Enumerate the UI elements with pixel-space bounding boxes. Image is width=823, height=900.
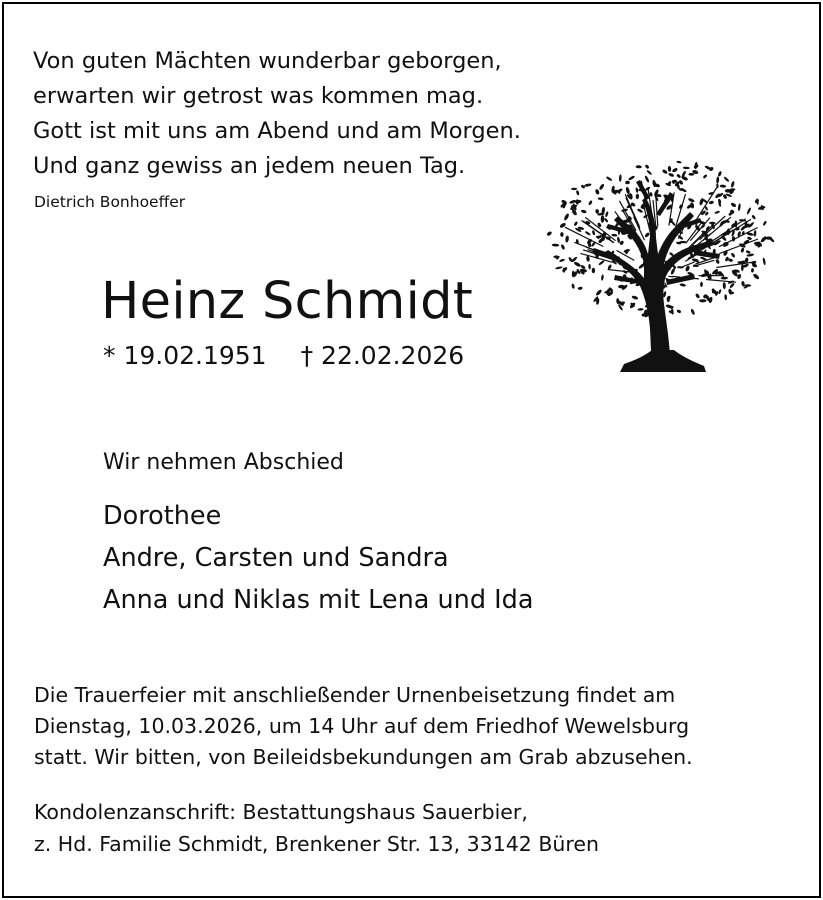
tree-leaf [676, 309, 681, 314]
tree-leaf [762, 257, 766, 265]
tree-leaf [683, 167, 690, 170]
tree-leaf [618, 285, 625, 289]
notice-line: statt. Wir bitten, von Beileidsbekundungen am Grab abzusehen. [34, 745, 693, 769]
tree-leaf [751, 268, 754, 273]
tree-twig [706, 280, 736, 283]
tree-leaf [585, 231, 592, 236]
tree-leaf [565, 235, 569, 242]
tree-leaf [695, 293, 701, 299]
tree-leaf [617, 237, 621, 244]
tree-twig [695, 188, 717, 223]
tree-leaf [592, 268, 595, 274]
tree-leaf [671, 221, 676, 227]
tree-leaf [718, 289, 722, 294]
tree-leaf [723, 282, 726, 289]
obituary-card [2, 2, 821, 898]
tree-leaf [730, 181, 735, 188]
tree-leaf [715, 259, 720, 265]
condolence-address [34, 796, 599, 860]
tree-leaf [756, 198, 759, 205]
tree-leaf [560, 244, 565, 250]
address-line: Kondolenzanschrift: Bestattungshaus Sauerbier, [34, 800, 528, 824]
tree-leaf [746, 253, 754, 257]
tree-leaf [724, 294, 727, 300]
tree-leaf [636, 165, 642, 168]
poem-line: Gott ist mit uns am Abend und am Morgen. [33, 118, 521, 144]
tree-leaf [645, 164, 650, 169]
tree-twig [719, 228, 758, 247]
tree-leaf [721, 277, 728, 280]
tree-leaf [688, 173, 694, 176]
tree-leaf [709, 200, 715, 204]
tree-leaf [751, 214, 756, 219]
tree-leaf [584, 183, 592, 187]
death-date: † 22.02.2026 [300, 341, 465, 370]
tree-icon [544, 154, 779, 379]
tree-leaf [580, 264, 586, 269]
tree-leaf [753, 230, 756, 237]
tree-leaf [628, 175, 636, 181]
funeral-notice [34, 680, 693, 773]
tree-leaf [644, 232, 650, 238]
tree-leaf [573, 261, 581, 268]
life-dates [103, 341, 464, 370]
tree-leaf [605, 211, 609, 217]
tree-leaf [601, 274, 604, 281]
tree-leaf [625, 181, 630, 185]
notice-line: Dienstag, 10.03.2026, um 14 Uhr auf dem Friedhof Wewelsburg [34, 714, 690, 738]
tree-leaf [760, 235, 768, 243]
address-line: z. Hd. Familie Schmidt, Brenkener Str. 13, 33142 Büren [34, 832, 600, 856]
tree-leaf [746, 207, 751, 215]
tree-leaf [716, 176, 720, 183]
tree-leaf [720, 184, 727, 187]
tree-leaf [709, 222, 716, 225]
tree-leaf [597, 197, 603, 200]
tree-leaf [752, 273, 760, 280]
tree-leaf [637, 308, 643, 311]
deceased-name: Heinz Schmidt [101, 272, 474, 331]
tree-twig [608, 270, 629, 272]
tree-leaf [668, 166, 672, 172]
tree-leaf [745, 250, 750, 254]
poem-line: erwarten wir getrost was kommen mag. [33, 83, 484, 109]
tree-twig [668, 276, 673, 277]
tree-leaf [601, 215, 605, 223]
tree-leaf [730, 202, 737, 208]
tree-leaf [747, 236, 752, 240]
birth-date: * 19.02.1951 [103, 341, 267, 370]
tree-leaf [606, 176, 613, 182]
tree-leaf [559, 258, 565, 262]
family-line: Andre, Carsten und Sandra [103, 543, 449, 573]
family-line: Anna und Niklas mit Lena und Ida [103, 585, 534, 615]
tree-leaf [688, 197, 695, 203]
tree-leaf [592, 230, 596, 236]
tree-leaf [598, 260, 605, 266]
tree-leaf [625, 186, 630, 194]
tree-leaf [595, 289, 602, 297]
tree-leaf [571, 283, 575, 289]
tree-leaf [552, 244, 560, 247]
tree-leaf [560, 232, 563, 237]
tree-leaf [581, 209, 587, 213]
tree-leaf [662, 169, 668, 175]
tree-leaf [714, 210, 720, 214]
tree-leaf [586, 256, 590, 262]
poem-line: Und ganz gewiss an jedem neuen Tag. [33, 153, 466, 179]
tree-leaf [738, 203, 741, 211]
tree-leaf [703, 174, 708, 179]
tree-leaf [690, 308, 695, 315]
tree-leaf [563, 213, 570, 221]
tree-leaf [576, 190, 580, 196]
tree-leaf [723, 176, 730, 182]
tree-leaf [646, 170, 652, 176]
tree-leaf [741, 264, 744, 272]
tree-leaf [578, 286, 583, 290]
tree-leaf [631, 295, 638, 300]
tree-leaf [741, 281, 745, 287]
poem-author: Dietrich Bonhoeffer [34, 193, 186, 211]
farewell-text: Wir nehmen Abschied [103, 450, 344, 475]
tree-leaf [604, 218, 609, 223]
tree-twig [673, 276, 681, 277]
tree-leaf [598, 183, 604, 190]
tree-leaf [740, 247, 745, 253]
tree-leaf [717, 171, 722, 177]
tree-leaf [731, 252, 736, 258]
poem [33, 44, 521, 184]
tree-leaf [718, 199, 722, 204]
tree-leaf [595, 209, 599, 214]
tree-leaf [699, 299, 706, 302]
tree-leaf [546, 231, 552, 237]
family-line: Dorothee [103, 501, 222, 531]
poem-line: Von guten Mächten wunderbar geborgen, [33, 48, 502, 74]
tree-leaf [619, 174, 622, 182]
tree-leaf [676, 173, 681, 178]
tree-leaf [555, 266, 563, 270]
tree-leaf [700, 282, 703, 287]
tree-leaf [573, 221, 578, 226]
tree-leaf [670, 268, 676, 276]
tree-leaf [679, 283, 686, 287]
tree-leaf [676, 161, 682, 164]
tree-leaf [571, 188, 577, 190]
tree-leaf [671, 308, 674, 315]
tree-leaf [644, 175, 650, 183]
tree-leaf [563, 268, 565, 273]
tree-leaf [588, 264, 591, 269]
tree-leaf [611, 233, 617, 236]
notice-line: Die Trauerfeier mit anschließender Urnenbeisetzung findet am [34, 683, 676, 707]
tree-leaf [569, 199, 577, 204]
tree-leaf [588, 200, 593, 206]
family-list [103, 495, 533, 621]
tree-leaf [668, 172, 675, 177]
tree-leaf [636, 194, 640, 200]
tree-leaf [762, 220, 767, 226]
tree-leaf [635, 187, 638, 193]
tree-leaf [699, 198, 705, 206]
tree-leaf [595, 189, 601, 196]
tree-leaf [629, 302, 636, 309]
